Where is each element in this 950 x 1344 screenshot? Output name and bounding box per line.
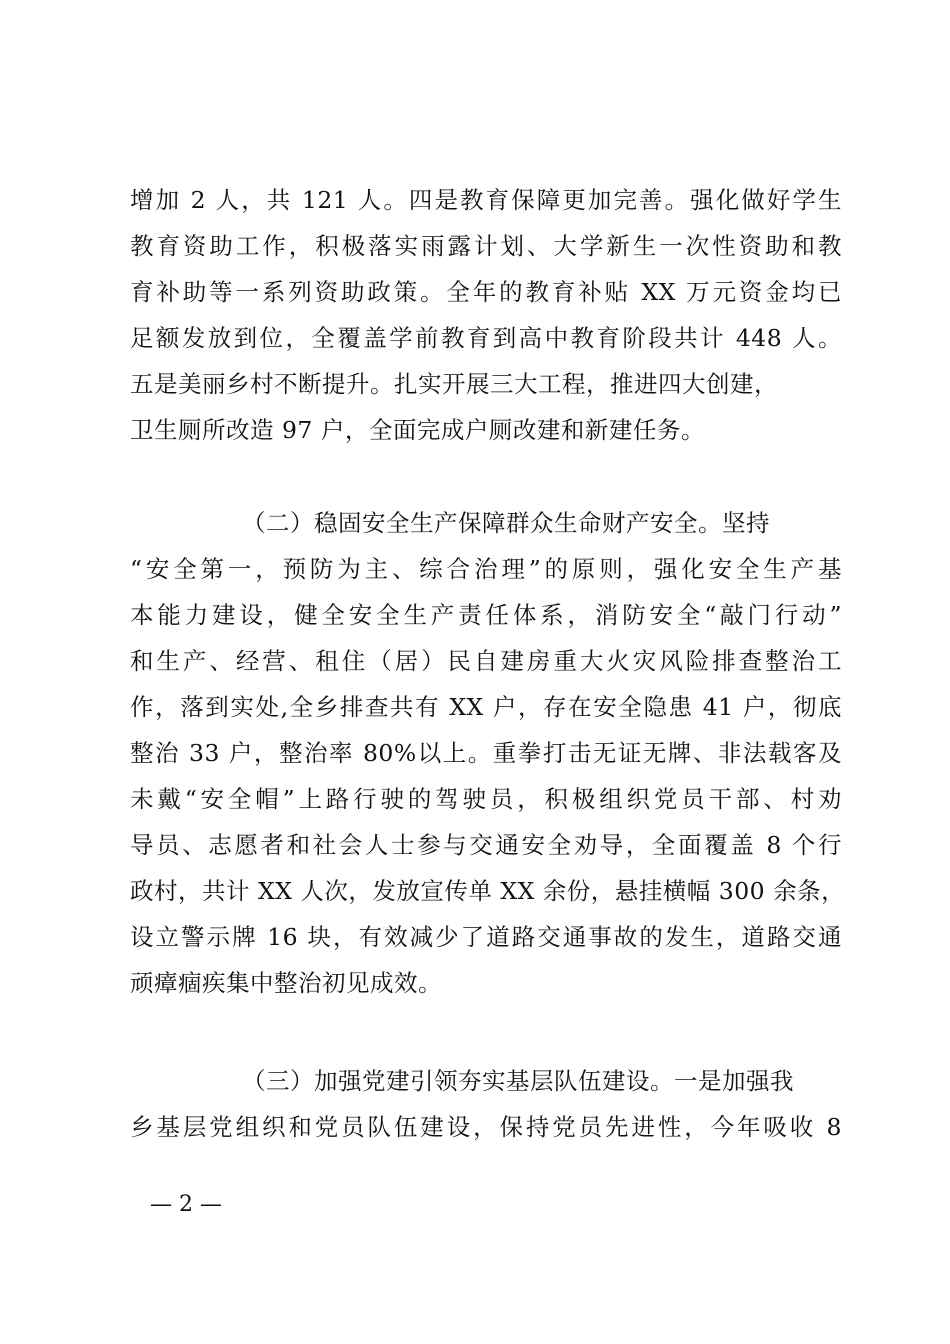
paragraph-line: 足额发放到位，全覆盖学前教育到高中教育阶段共计 448 人。 [130, 324, 842, 352]
paragraph-line: 教育资助工作，积极落实雨露计划、大学新生一次性资助和教 [130, 232, 842, 260]
paragraph-line: 乡基层党组织和党员队伍建设，保持党员先进性，今年吸收 8 [130, 1113, 842, 1141]
paragraph-line: 顽瘴痼疾集中整治初见成效。 [130, 969, 442, 997]
paragraph-line: 五是美丽乡村不断提升。扎实开展三大工程，推进四大创建， [130, 370, 778, 398]
paragraph-line: 增加 2 人，共 121 人。四是教育保障更加完善。强化做好学生 [130, 186, 842, 214]
section-heading-line: （二）稳固安全生产保障群众生命财产安全。坚持 [242, 509, 770, 537]
page-number: — 2 — [150, 1192, 222, 1217]
paragraph-line: 设立警示牌 16 块，有效减少了道路交通事故的发生，道路交通 [130, 923, 842, 951]
paragraph-line: 整治 33 户，整治率 80%以上。重拳打击无证无牌、非法载客及 [130, 739, 842, 767]
paragraph-line: “安全第一，预防为主、综合治理”的原则，强化安全生产基 [130, 555, 842, 583]
section-heading-line: （三）加强党建引领夯实基层队伍建设。一是加强我 [242, 1067, 794, 1095]
paragraph-line: 导员、志愿者和社会人士参与交通安全劝导，全面覆盖 8 个行 [130, 831, 842, 859]
paragraph-line: 未戴“安全帽”上路行驶的驾驶员，积极组织党员干部、村劝 [130, 785, 842, 813]
paragraph-line: 政村，共计 XX 人次，发放宣传单 XX 余份，悬挂横幅 300 余条， [130, 877, 846, 905]
paragraph-line: 作，落到实处,全乡排查共有 XX 户，存在安全隐患 41 户，彻底 [130, 693, 842, 721]
paragraph-line: 卫生厕所改造 97 户，全面完成户厕改建和新建任务。 [130, 416, 705, 444]
paragraph-line: 和生产、经营、租住（居）民自建房重大火灾风险排查整治工 [130, 647, 842, 675]
paragraph-line: 育补助等一系列资助政策。全年的教育补贴 XX 万元资金均已 [130, 278, 842, 306]
paragraph-line: 本能力建设，健全安全生产责任体系，消防安全“敲门行动” [130, 601, 842, 629]
